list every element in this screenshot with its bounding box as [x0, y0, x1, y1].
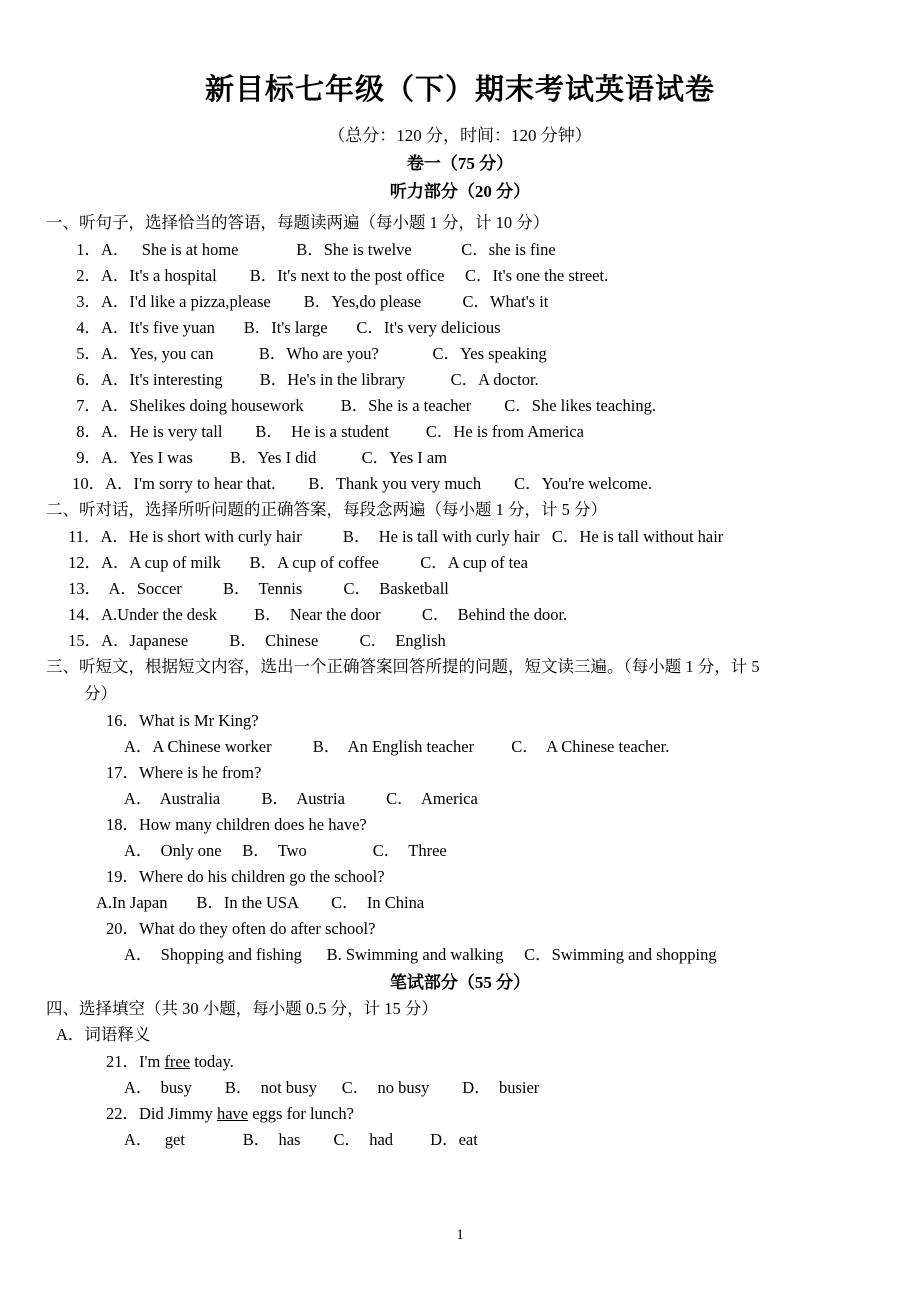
section-three-heading-cont: 分） — [84, 684, 117, 704]
question-stem-underlined: have — [216, 1104, 249, 1124]
question-line: 9．A．Yes I was B．Yes I did C．Yes I am — [68, 448, 448, 468]
question-line: 10．A．I'm sorry to hear that. B．Thank you very much C．You're welcome. — [68, 474, 652, 494]
question-options: A．A Chinese worker B． An English teacher C． A Chinese teacher. — [124, 736, 670, 756]
section-three-heading: 三、听短文，根据短文内容，选出一个正确答案回答所提的问题，短文读三遍。（每小题 1 分，计 5 — [46, 657, 760, 677]
question-stem: 17．Where is he from? — [106, 763, 262, 782]
question-stem: 16．What is Mr King? — [106, 710, 259, 730]
question-stem-post: eggs for lunch? — [248, 1104, 354, 1124]
question-stem — [46, 1101, 874, 1127]
listening-part-heading: 听力部分（20 分） — [389, 182, 531, 202]
question-line: 4．A．It's five yuan B．It's large C．It's very delicious — [68, 317, 501, 337]
question-stem-pre: 22．Did Jimmy — [106, 1104, 217, 1124]
paper-part-heading: 卷一（75 分） — [406, 154, 514, 174]
question-line: 2．A．It's a hospital B．It's next to the post office C．It's one the street. — [68, 265, 609, 285]
question-stem: 18．How many children does he have? — [106, 815, 367, 835]
written-part-heading: 笔试部分（55 分） — [389, 972, 531, 992]
question-line: 14．A.Under the desk B． Near the door C． Behind the door. — [64, 605, 568, 625]
page-title: 新目标七年级（下）期末考试英语试卷 — [204, 74, 715, 106]
question-options: A． Australia B． Austria C． America — [124, 789, 478, 809]
question-stem: 20．What do they often do after school? — [106, 919, 376, 939]
question-stem: 19．Where do his children go the school? — [106, 867, 385, 887]
question-line: 8．A．He is very tall B． He is a student C．He is from America — [68, 422, 585, 442]
section-two-heading: 二、听对话，选择所听问题的正确答案，每段念两遍（每小题 1 分，计 5 分） — [46, 500, 607, 520]
question-line: 3．A．I'd like a pizza,please B．Yes,do please C．What's it — [68, 291, 549, 311]
question-line: 15．A．Japanese B． Chinese C． English — [64, 631, 446, 651]
question-options: A.In Japan B．In the USA C． In China — [96, 893, 425, 913]
question-options: A． busy B． not busy C． no busy D． busier — [124, 1078, 540, 1098]
question-line: 11．A．He is short with curly hair B． He is tall with curly hair C．He is tall without hair — [64, 527, 724, 547]
question-line: 5．A．Yes, you can B．Who are you? C．Yes speaking — [68, 344, 547, 364]
question-stem-underlined: free — [164, 1052, 191, 1072]
question-line: 13． A．Soccer B． Tennis C． Basketball — [64, 579, 449, 599]
question-line: 7．A．Shelikes doing housework B．She is a teacher C．She likes teaching. — [68, 396, 656, 416]
question-stem — [46, 1049, 874, 1075]
question-options: A． Only one B． Two C． Three — [124, 841, 447, 861]
page-number: 1 — [456, 1227, 464, 1243]
question-line: 1．A． She is at home B．She is twelve C．she is fine — [68, 239, 556, 259]
question-options: A． Shopping and fishing B. Swimming and walking C．Swimming and shopping — [124, 945, 717, 965]
question-options: A． get B． has C． had D．eat — [124, 1130, 478, 1150]
question-line: 12．A．A cup of milk B．A cup of coffee C．A cup of tea — [64, 553, 528, 573]
question-stem-post: today. — [190, 1052, 234, 1072]
question-line: 6．A．It's interesting B．He's in the library C．A doctor. — [68, 370, 539, 390]
question-stem-pre: 21．I'm — [106, 1052, 165, 1072]
section-four-a-heading: A．词语释义 — [56, 1025, 151, 1045]
exam-subtitle: （总分：120 分，时间：120 分钟） — [328, 126, 592, 146]
section-one-heading: 一、听句子，选择恰当的答语，每题读两遍（每小题 1 分，计 10 分） — [46, 213, 550, 233]
section-four-heading: 四、选择填空（共 30 小题，每小题 0.5 分，计 15 分） — [46, 998, 438, 1018]
